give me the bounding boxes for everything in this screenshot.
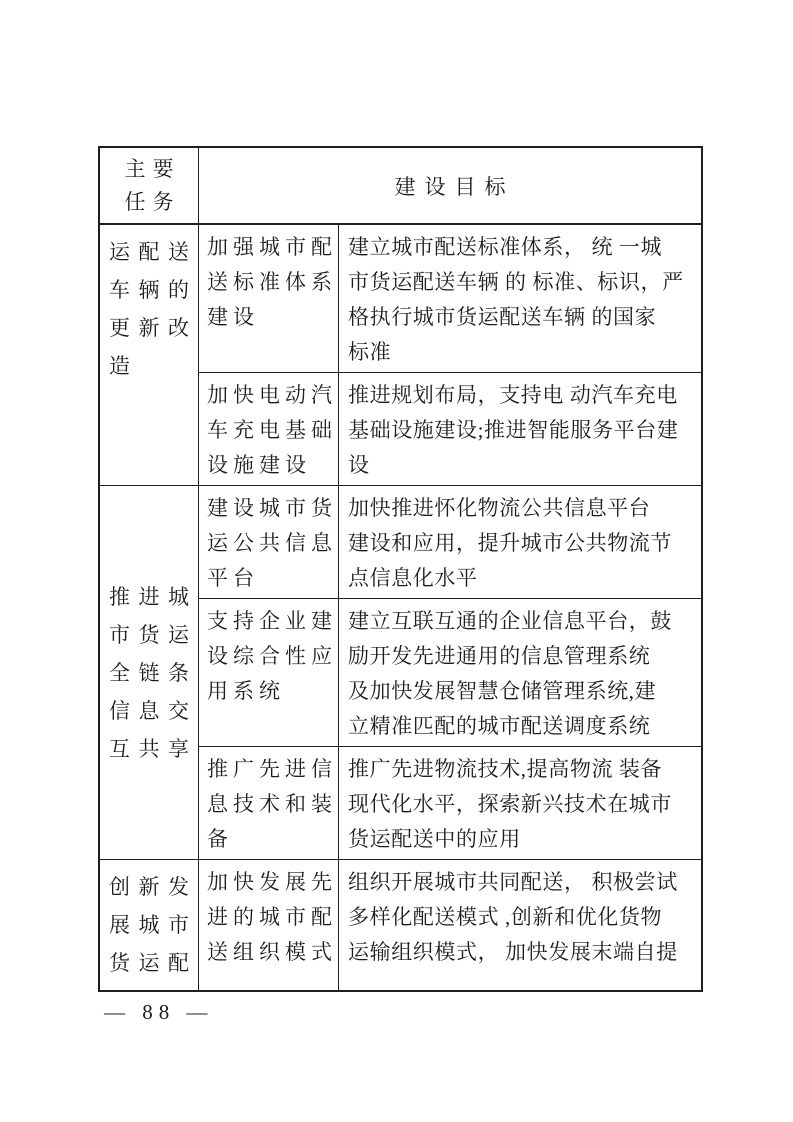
task-line: 市货运	[109, 622, 189, 647]
goal-cell	[339, 486, 701, 598]
table-group-vehicle-renewal	[100, 224, 701, 485]
goal-line: 基础设施建设;推进智能服务平台建	[348, 418, 679, 442]
subtask-line: 送组织模式	[207, 940, 337, 964]
task-line: 推进城	[109, 584, 189, 609]
table-row	[199, 860, 701, 990]
task-line: 更新改	[109, 316, 189, 340]
subtask-cell	[199, 373, 339, 485]
subtask-cell	[199, 225, 339, 372]
goal-line: 推进规划布局，支持电 动汽车充电	[348, 383, 678, 407]
table-header-row	[100, 148, 701, 224]
task-line: 展城市	[109, 913, 189, 937]
task-line: 货运配	[109, 951, 189, 975]
goal-cell	[339, 599, 701, 746]
goal-line: 及加快发展智慧仓储管理系统,建	[348, 679, 657, 703]
goal-line: 建立城市配送标准体系， 统 一城	[348, 235, 663, 259]
goal-line: 标准	[348, 340, 392, 364]
group-task-cell	[100, 225, 199, 485]
group-rows	[199, 486, 701, 859]
page-number: — 88 —	[104, 1000, 214, 1024]
task-line: 创新发	[109, 875, 189, 899]
goal-line: 立精准匹配的城市配送调度系统	[348, 714, 651, 738]
goal-line: 市货运配送车辆 的 标准、标识，严	[348, 270, 684, 294]
subtask-line: 平台	[207, 566, 259, 590]
goal-line: 货运配送中的应用	[348, 827, 521, 851]
group-task-cell	[100, 860, 199, 990]
table-group-information-sharing	[100, 485, 701, 859]
subtask-line: 进的城市配	[207, 905, 337, 929]
subtask-line: 用系统	[207, 679, 285, 703]
header-construction-goals-cell: 建设目标	[394, 174, 515, 199]
group-task-cell	[100, 486, 199, 859]
goal-cell	[339, 373, 701, 485]
goal-line: 点信息化水平	[348, 566, 478, 590]
subtask-cell	[199, 747, 339, 859]
group-rows	[199, 860, 701, 990]
goal-cell	[339, 225, 701, 372]
subtask-line: 车充电基础	[207, 418, 337, 442]
subtask-line: 加强城市配	[207, 235, 337, 259]
task-line: 运配送	[109, 240, 189, 264]
subtask-line: 设综合性应	[207, 644, 337, 668]
task-line: 互共享	[109, 736, 189, 761]
task-line: 信息交	[109, 698, 189, 723]
goal-line: 多样化配送模式 ,创新和优化货物	[348, 905, 663, 929]
goal-line: 建立互联互通的企业信息平台，鼓	[348, 609, 672, 633]
subtask-line: 推广先进信	[207, 757, 337, 781]
goal-line: 励开发先进通用的信息管理系统	[348, 644, 651, 668]
goal-line: 格执行城市货运配送车辆 的国家	[348, 305, 657, 329]
goal-cell	[339, 860, 701, 990]
table-row	[199, 598, 701, 746]
subtask-line: 建设城市货	[207, 496, 337, 520]
goal-line: 组织开展城市共同配送， 积极尝试	[348, 870, 678, 894]
goal-cell	[339, 747, 701, 859]
subtask-line: 建设	[207, 305, 259, 329]
subtask-cell	[199, 860, 339, 990]
subtask-line: 设施建设	[207, 453, 311, 477]
table-row	[199, 372, 701, 485]
subtask-line: 加快电动汽	[207, 383, 337, 407]
subtask-line: 加快发展先	[207, 870, 337, 894]
subtask-line: 运公共信息	[207, 531, 337, 555]
group-rows	[199, 225, 701, 485]
subtask-line: 息技术和装	[207, 792, 337, 816]
goal-line: 运输组织模式， 加快发展末端自提	[348, 940, 678, 964]
subtask-line: 备	[207, 827, 233, 851]
subtask-cell	[199, 599, 339, 746]
task-line: 车辆的	[109, 278, 189, 302]
header-main-tasks-cell	[100, 148, 199, 223]
subtask-line: 送标准体系	[207, 270, 337, 294]
header-main-tasks-line2: 任务	[124, 189, 181, 214]
goal-line: 设	[348, 453, 370, 477]
goal-line: 加快推进怀化物流公共信息平台	[348, 496, 651, 520]
table-group-innovative-delivery	[100, 859, 701, 990]
task-line: 造	[109, 354, 130, 378]
goal-line: 推广先进物流技术,提高物流 装备	[348, 757, 663, 781]
header-main-tasks-line1: 主要	[124, 156, 181, 181]
table-row	[199, 746, 701, 859]
tasks-goals-table	[98, 146, 703, 992]
goal-line: 建设和应用，提升城市公共物流节	[348, 531, 672, 555]
subtask-cell	[199, 486, 339, 598]
table-row	[199, 486, 701, 598]
table-row	[199, 225, 701, 372]
task-line: 全链条	[109, 660, 189, 685]
goal-line: 现代化水平，探索新兴技术在城市	[348, 792, 672, 816]
subtask-line: 支持企业建	[207, 609, 337, 633]
